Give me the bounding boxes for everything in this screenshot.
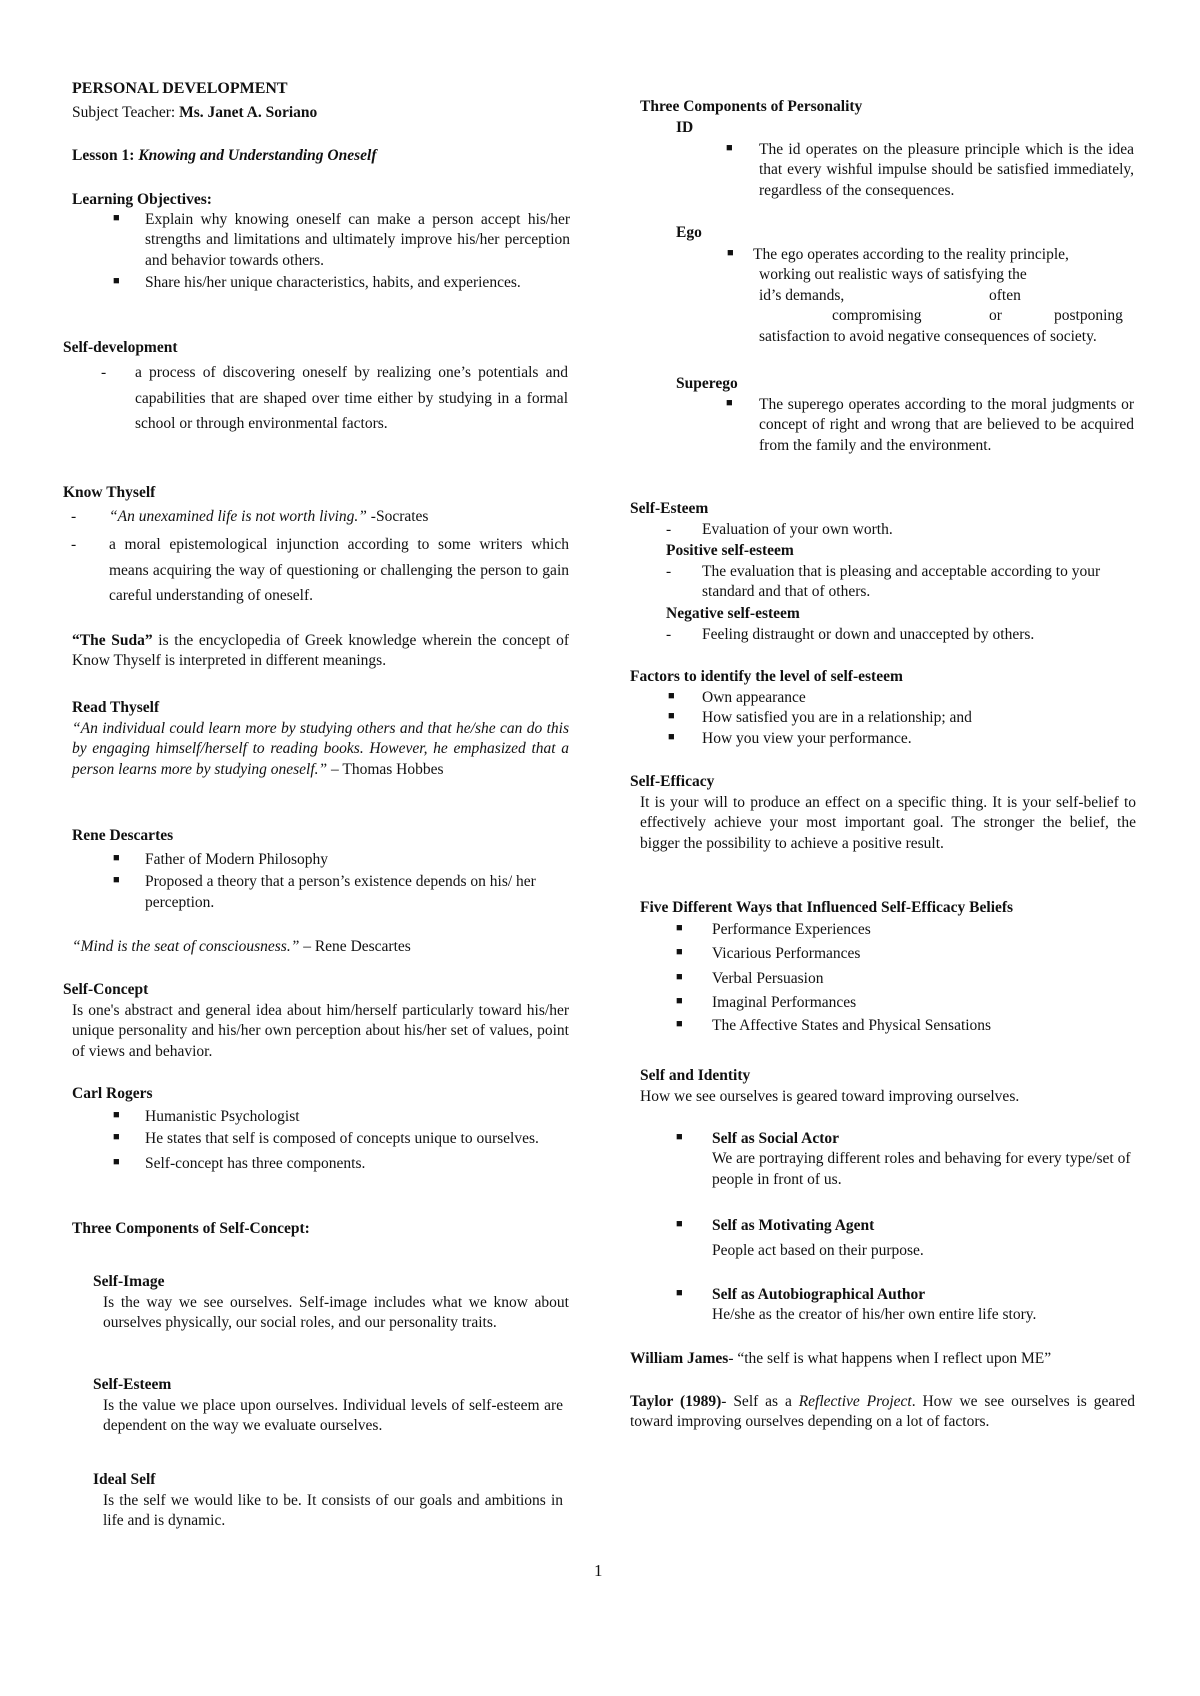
descartes-list [113,850,565,913]
learning-objectives-list [113,210,570,294]
read-thyself-quote: “An individual could learn more by studying others and that he/she can do this by engaging himself/herself to reading books. However, he emphasized that a person learns more by studying oneself.” – Thomas Hobbes [72,720,569,778]
factors-heading: Factors to identify the level of self-esteem [630,668,903,685]
lesson-title [72,146,376,166]
list-item: ■ Performance Experiences [676,921,871,938]
bullet-icon: ■ [726,142,733,154]
bullet-icon: ■ [113,852,120,864]
learning-objectives-heading: Learning Objectives: [72,191,212,208]
teacher-name: Ms. Janet A. Soriano [179,104,318,121]
self-concept-heading: Self-Concept [63,981,149,998]
page-number: 1 [594,1561,603,1580]
bullet-icon: ■ [676,1017,683,1030]
social-actor-text: We are portraying different roles and behaving for every type/set of people in front of us. [712,1150,1131,1188]
william-james-line: William James- “the self is what happens when I reflect upon ME” [630,1350,1052,1367]
id-text: ■ The id operates on the pleasure principle which is the idea that every wishful impulse should be satisfied immediately, regardless of the consequences. [726,141,1134,199]
bullet-icon: ■ [676,970,683,983]
motivating-agent-block [676,1216,1132,1262]
social-actor-heading: Self as Social Actor [712,1130,839,1147]
list-item: ■ The Affective States and Physical Sensations [676,1016,992,1034]
teacher-label: Subject Teacher: [72,104,180,121]
know-thyself-text: - a moral epistemological injunction according to some writers which means acquiring the way of questioning or challenging the person to gain careful understanding of oneself. [109,532,569,609]
document-title: PERSONAL DEVELOPMENT [72,80,288,97]
bullet-icon: ■ [113,1109,120,1121]
motivating-agent-heading: Self as Motivating Agent [712,1217,875,1234]
negative-self-esteem-text: - Feeling distraught or down and unaccepted by others. [702,625,1034,645]
five-ways-heading: Five Different Ways that Influenced Self-Efficacy Beliefs [640,899,1014,916]
autobiographical-author-text: He/she as the creator of his/her own entire life story. [712,1306,1037,1324]
self-identity-text: How we see ourselves is geared toward improving ourselves. [640,1088,1020,1105]
taylor-paragraph: Taylor (1989)- Self as a Reflective Project. How we see ourselves is geared toward improving ourselves depending on a lot of factors. [630,1393,1136,1431]
self-identity-heading: Self and Identity [640,1067,751,1084]
motivating-agent-text: People act based on their purpose. [712,1242,924,1260]
self-development-heading: Self-development [63,339,178,356]
list-item: ■ Share his/her unique characteristics, habits, and experiences. [113,274,521,292]
dash-icon: - [666,626,672,643]
bullet-icon: ■ [676,922,683,934]
bullet-icon: ■ [727,247,734,259]
self-efficacy-heading: Self-Efficacy [630,773,715,790]
self-esteem-sc-text: Is the value we place upon ourselves. Individual levels of self-esteem are dependent on the way we evaluate ourselves. [103,1397,563,1435]
autobiographical-author-block [676,1285,1132,1326]
dash-icon: - [666,521,672,538]
factors-list [668,688,1122,749]
list-item: ■ Vicarious Performances [676,945,861,963]
carl-rogers-heading: Carl Rogers [72,1085,153,1102]
list-item: ■ How satisfied you are in a relationship; and [668,709,972,727]
know-thyself-quote: - “An unexamined life is not worth living.” -Socrates [109,507,569,527]
self-esteem-sc-heading: Self-Esteem [93,1376,172,1393]
personality-heading: Three Components of Personality [640,98,863,115]
superego-text: ■ The superego operates according to the moral judgments or concept of right and wrong that are believed to be acquired from the family and the environment. [726,396,1134,454]
dash-icon: - [101,364,107,381]
lesson-label: Lesson 1: [72,147,139,164]
bullet-icon: ■ [113,212,120,224]
list-item: ■ Father of Modern Philosophy [113,851,328,868]
bullet-icon: ■ [113,1155,120,1168]
self-development-text: - a process of discovering oneself by realizing one’s potentials and capabilities that are shaped over time either by studying in a formal school or through environmental factors. [135,360,568,437]
subject-teacher [72,103,317,123]
self-esteem-def: - Evaluation of your own worth. [702,520,893,540]
bullet-icon: ■ [676,1131,683,1143]
positive-self-esteem-text: - The evaluation that is pleasing and acceptable according to your standard and that of others. [666,563,1101,601]
bullet-icon: ■ [726,397,733,409]
dash-icon: - [71,508,77,525]
list-item: ■ Verbal Persuasion [676,969,824,987]
descartes-heading: Rene Descartes [72,827,174,844]
five-ways-list [676,920,1132,1036]
self-image-text: Is the way we see ourselves. Self-image includes what we know about ourselves physically, our social roles, and our personality traits. [103,1294,569,1332]
self-efficacy-text: It is your will to produce an effect on a specific thing. It is your self-belief to effectively achieve your most important goal. The stronger the belief, the bigger the possibility to achieve a positive result. [640,794,1136,852]
list-item: ■ Imaginal Performances [676,994,857,1012]
list-item: ■ Self-concept has three components. [113,1154,366,1172]
bullet-icon: ■ [668,710,675,723]
list-item: ■ He states that self is composed of concepts unique to ourselves. [113,1130,539,1148]
self-image-heading: Self-Image [93,1273,165,1290]
bullet-icon: ■ [113,1131,120,1144]
bullet-icon: ■ [676,995,683,1008]
list-item: ■ How you view your performance. [668,729,912,747]
read-thyself-heading: Read Thyself [72,699,160,716]
autobiographical-author-heading: Self as Autobiographical Author [712,1286,926,1303]
id-heading: ID [676,119,694,136]
lesson-name: Knowing and Understanding Oneself [138,147,377,164]
bullet-icon: ■ [676,1287,683,1299]
bullet-icon: ■ [113,275,120,288]
list-item: ■ Explain why knowing oneself can make a person accept his/her strengths and limitations and ultimately improve his/her perception and behavior towards others. [113,211,570,269]
descartes-quote: “Mind is the seat of consciousness.” – Rene Descartes [72,938,411,955]
bullet-icon: ■ [668,730,675,743]
self-esteem-heading: Self-Esteem [630,500,709,517]
know-thyself-heading: Know Thyself [63,484,156,501]
negative-self-esteem-heading: Negative self-esteem [666,605,800,622]
bullet-icon: ■ [676,1218,683,1230]
dash-icon: - [71,536,77,553]
self-concept-text: Is one's abstract and general idea about him/herself particularly toward his/her unique personality and his/her own perception about his/her set of values, point of views and behavior. [72,1002,569,1060]
list-item: ■ Humanistic Psychologist [113,1108,300,1125]
ego-text: ■ The ego operates according to the reality principle, working out realistic ways of satisfying the id’s demands, often compromising or postponing satisfaction to avoid negative consequences of society. [727,246,1123,345]
bullet-icon: ■ [676,946,683,959]
carl-rogers-list [113,1107,545,1174]
bullet-icon: ■ [668,690,675,702]
ideal-self-heading: Ideal Self [93,1471,156,1488]
ego-heading: Ego [676,224,702,241]
bullet-icon: ■ [113,874,120,887]
list-item: ■ Proposed a theory that a person’s existence depends on his/ her perception. [113,873,536,911]
dash-icon: - [666,563,672,580]
social-actor-block [676,1129,1132,1190]
list-item: ■ Own appearance [668,689,806,706]
positive-self-esteem-heading: Positive self-esteem [666,542,794,559]
suda-paragraph: “The Suda” is the encyclopedia of Greek knowledge wherein the concept of Know Thyself is interpreted in different meanings. [72,632,569,670]
three-components-self-concept-heading: Three Components of Self-Concept: [72,1220,310,1237]
superego-heading: Superego [676,375,738,392]
ideal-self-text: Is the self we would like to be. It consists of our goals and ambitions in life and is dynamic. [103,1492,563,1530]
